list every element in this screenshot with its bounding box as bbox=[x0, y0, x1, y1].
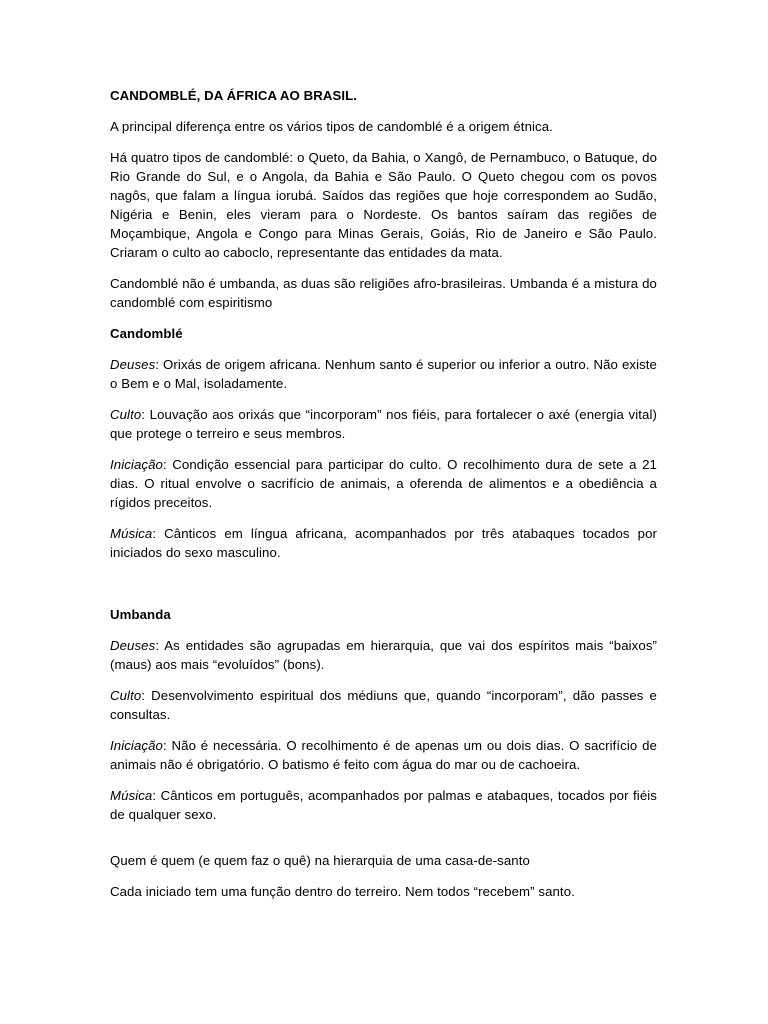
funcao-paragraph: Cada iniciado tem uma função dentro do terreiro. Nem todos “recebem” santo. bbox=[110, 884, 575, 899]
candomble-heading: Candomblé bbox=[110, 326, 183, 341]
document-title: CANDOMBLÉ, DA ÁFRICA AO BRASIL. bbox=[110, 88, 358, 103]
candomble-iniciacao bbox=[110, 455, 657, 512]
document-body bbox=[110, 86, 657, 913]
candomble-musica-text: : Cânticos em língua africana, acompanhados por três atabaques tocados por iniciados do sexo masculino. bbox=[110, 526, 657, 560]
candomble-culto bbox=[110, 405, 657, 443]
umbanda-deuses-text: : As entidades são agrupadas em hierarquia, que vai dos espíritos mais “baixos” (maus) aos mais “evoluídos” (bons). bbox=[110, 638, 657, 672]
umbanda-iniciacao-label: Iniciação bbox=[110, 738, 163, 753]
candomble-musica-label: Música bbox=[110, 526, 153, 541]
umbanda-heading: Umbanda bbox=[110, 607, 171, 622]
tipos-paragraph: Há quatro tipos de candomblé: o Queto, da Bahia, o Xangô, de Pernambuco, o Batuque, do Rio Grande do Sul, e o Angola, da Bahia e São Paulo. O Queto chegou com os povos nagôs, que falam a língua iorubá. Saídos das regiões que hoje correspondem ao Sudão, Nigéria e Benin, eles vieram para o Nordeste. Os bantos saíram das regiões de Moçambique, Angola e Congo para Minas Gerais, Goiás, Rio de Janeiro e São Paulo. Criaram o culto ao caboclo, representante das entidades da mata. bbox=[110, 150, 657, 260]
umbanda-culto-text: : Desenvolvimento espiritual dos médiuns que, quando “incorporam”, dão passes e consultas. bbox=[110, 688, 657, 722]
candomble-deuses-text: : Orixás de origem africana. Nenhum santo é superior ou inferior a outro. Não existe o Bem e o Mal, isoladamente. bbox=[110, 357, 657, 391]
umbanda-musica bbox=[110, 786, 657, 824]
umbanda-culto-label: Culto bbox=[110, 688, 142, 703]
candomble-deuses-label: Deuses bbox=[110, 357, 156, 372]
umbanda-culto bbox=[110, 686, 657, 724]
candomble-culto-text: : Louvação aos orixás que “incorporam” nos fiéis, para fortalecer o axé (energia vital) que protege o terreiro e seus membros. bbox=[110, 407, 657, 441]
intro-paragraph: A principal diferença entre os vários tipos de candomblé é a origem étnica. bbox=[110, 119, 553, 134]
candomble-musica bbox=[110, 524, 657, 562]
umbanda-musica-label: Música bbox=[110, 788, 153, 803]
diferenca-paragraph: Candomblé não é umbanda, as duas são religiões afro-brasileiras. Umbanda é a mistura do candomblé com espiritismo bbox=[110, 276, 657, 310]
umbanda-iniciacao-text: : Não é necessária. O recolhimento é de apenas um ou dois dias. O sacrifício de animais não é obrigatório. O batismo é feito com água do mar ou de cachoeira. bbox=[110, 738, 657, 772]
candomble-deuses bbox=[110, 355, 657, 393]
umbanda-musica-text: : Cânticos em português, acompanhados por palmas e atabaques, tocados por fiéis de qualquer sexo. bbox=[110, 788, 657, 822]
umbanda-iniciacao bbox=[110, 736, 657, 774]
umbanda-deuses bbox=[110, 636, 657, 674]
candomble-culto-label: Culto bbox=[110, 407, 142, 422]
umbanda-deuses-label: Deuses bbox=[110, 638, 156, 653]
candomble-iniciacao-text: : Condição essencial para participar do culto. O recolhimento dura de sete a 21 dias. O ritual envolve o sacrifício de animais, a oferenda de alimentos e a obediência a rígidos preceitos. bbox=[110, 457, 657, 510]
hierarquia-paragraph: Quem é quem (e quem faz o quê) na hierarquia de uma casa-de-santo bbox=[110, 853, 530, 868]
candomble-iniciacao-label: Iniciação bbox=[110, 457, 163, 472]
